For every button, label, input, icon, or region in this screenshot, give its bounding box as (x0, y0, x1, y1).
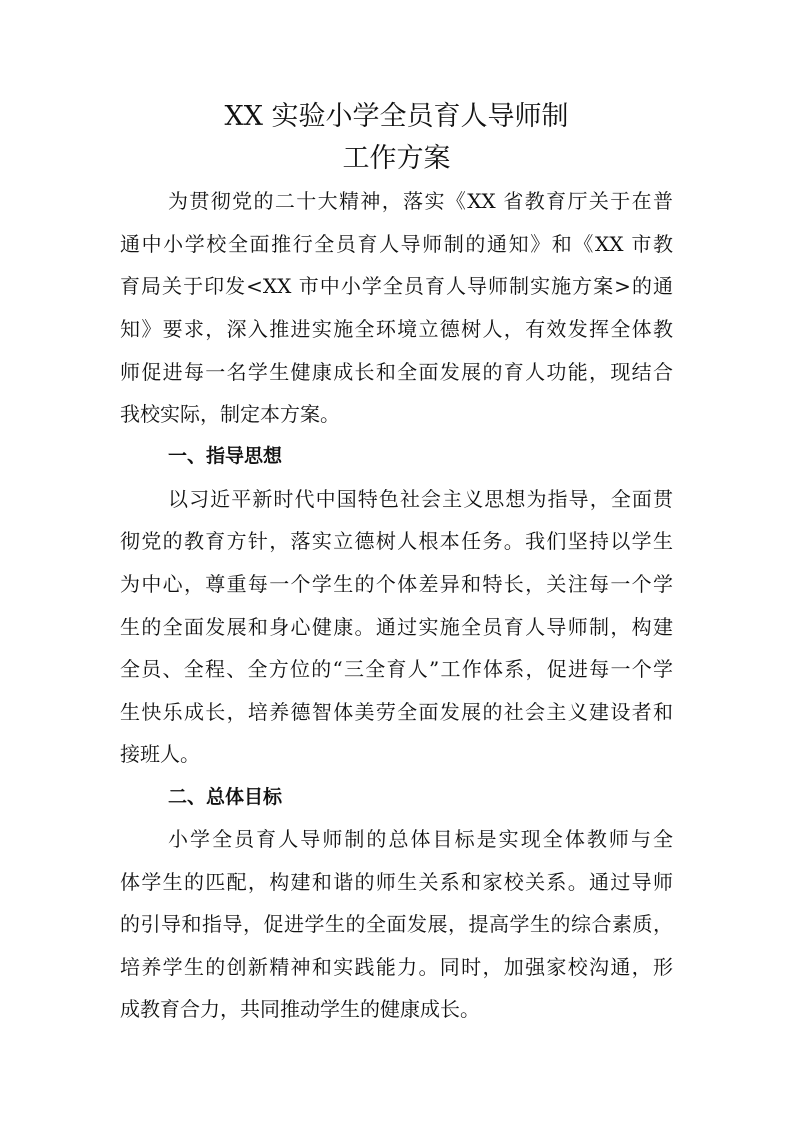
paragraph-line: 培养学生的创新精神和实践能力。同时，加强家校沟通，形 (120, 955, 673, 979)
section-heading-guiding-ideology: 一、指导思想 (168, 445, 283, 467)
paragraph-line: 师促进每一名学生健康成长和全面发展的育人功能，现结合 (120, 360, 673, 384)
document-title: XX 实验小学全员育人导师制 (224, 101, 569, 132)
paragraph-line: 彻党的教育方针，落实立德树人根本任务。我们坚持以学生 (120, 529, 673, 553)
paragraph-line: 体学生的匹配，构建和谐的师生关系和家校关系。通过导师 (120, 870, 673, 894)
paragraph-line: 的引导和指导，促进学生的全面发展，提高学生的综合素质， (120, 912, 673, 936)
paragraph-line: 通中小学校全面推行全员育人导师制的通知》和《XX 市教 (120, 232, 673, 256)
paragraph-line: 为贯彻党的二十大精神，落实《XX 省教育厅关于在普 (168, 189, 673, 213)
paragraph-line: 知》要求，深入推进实施全环境立德树人，有效发挥全体教 (120, 317, 673, 341)
paragraph-line: 成教育合力，共同推动学生的健康成长。 (120, 997, 480, 1021)
paragraph-line: 为中心，尊重每一个学生的个体差异和特长，关注每一个学 (120, 572, 673, 596)
section-heading-overall-goals: 二、总体目标 (168, 786, 283, 808)
paragraph-line: 我校实际，制定本方案。 (120, 402, 340, 426)
paragraph-line: 小学全员育人导师制的总体目标是实现全体教师与全 (168, 827, 673, 851)
paragraph-line: 以习近平新时代中国特色社会主义思想为指导，全面贯 (168, 487, 673, 511)
document-subtitle: 工作方案 (342, 143, 451, 174)
paragraph-line: 育局关于印发<XX 市中小学全员育人导师制实施方案>的通 (120, 274, 673, 298)
paragraph-line: 生快乐成长，培养德智体美劳全面发展的社会主义建设者和 (120, 700, 673, 724)
paragraph-line: 全员、全程、全方位的“三全育人”工作体系，促进每一个学 (120, 657, 673, 681)
paragraph-line: 生的全面发展和身心健康。通过实施全员育人导师制，构建 (120, 615, 673, 639)
paragraph-line: 接班人。 (120, 742, 200, 766)
